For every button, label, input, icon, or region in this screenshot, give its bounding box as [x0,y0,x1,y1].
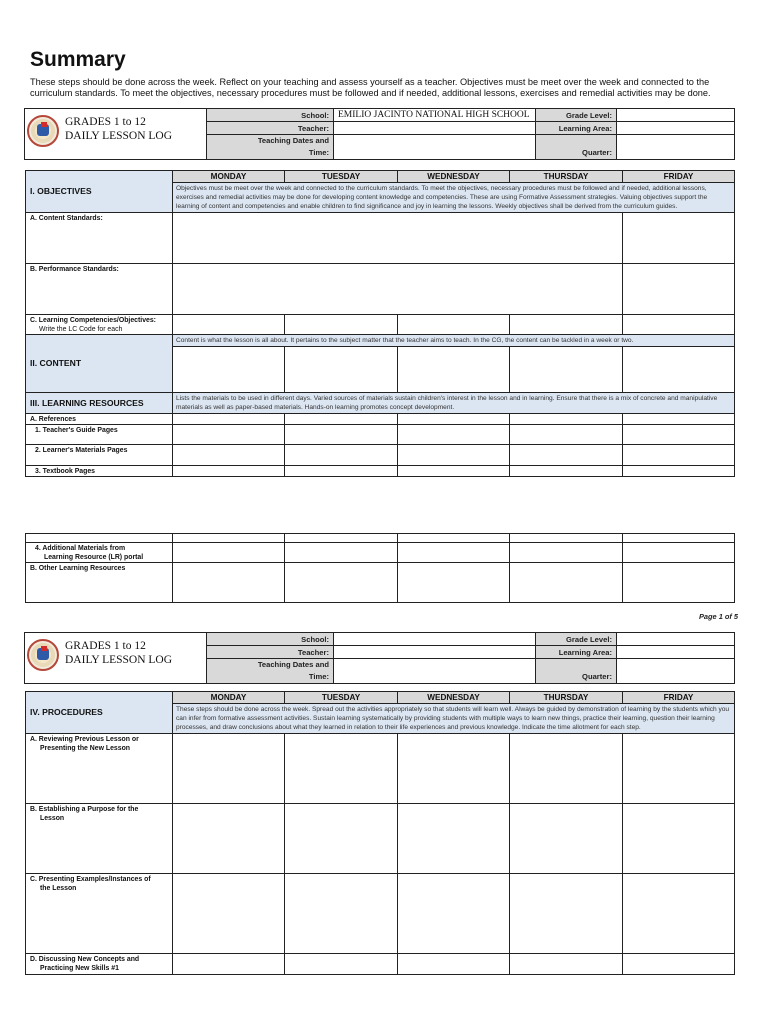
objectives-note: Objectives must be meet over the week and connected to the curriculum standards. To meet the objectives, necessary procedures must be followed and if needed, additional lessons, exercises and remedial activities may be done for developing content knowledge and competencies. These are using Formative Assessment strategies. Valuing objectives support the learning of content and competencies and enable children to find significance and joy in learning the lessons. Weekly objectives shall be derived from the curriculum guides. [173,183,735,213]
quarter-field[interactable] [617,135,734,159]
procedure-cell[interactable] [623,954,735,975]
competency-cell[interactable] [285,315,398,335]
content-heading: II. CONTENT [26,335,173,393]
header-title-line2: DAILY LESSON LOG [65,130,173,142]
header-title-line1: GRADES 1 to 12 [65,640,146,652]
resource-cell[interactable] [510,425,623,445]
learning-area-label: Learning Area: [536,122,617,135]
page-number: Page 1 of 5 [699,612,739,621]
procedure-d-label: D. Discussing New Concepts and Practicing New Skills #1 [26,954,173,975]
resources-note: Lists the materials to be used in different days. Varied sources of materials sustain children's interest in the lesson and in learning. Ensure that there is a mix of concrete and manipulative materials as well as paper-based materials. Hands-on learning promotes concept development. [173,393,735,414]
day-header: FRIDAY [623,171,735,183]
procedure-cell[interactable] [398,954,510,975]
resource-cell[interactable] [173,543,285,563]
procedure-b-label: B. Establishing a Purpose for the Lesson [26,804,173,874]
teacher-label: Teacher: [206,646,334,659]
resource-cell[interactable] [398,563,510,603]
competencies-label: C. Learning Competencies/Objectives: Write the LC Code for each [26,315,173,335]
dates-field[interactable] [334,659,536,683]
resources-continued-table [25,533,735,603]
resource-cell[interactable] [510,414,623,425]
day-header: MONDAY [173,692,285,704]
procedures-note: These steps should be done across the week. Spread out the activities appropriately so that students will learn well. Always be guided by demonstration of learning by the students which you can infer from formative assessment activities. Sustain learning systematically by providing students with multiple ways to learn new things, practice their learning, question their learning processes, and draw conclusions about what they learned in relation to their life experiences and previous knowledge. Indicate the time allotment for each step. [173,704,735,734]
resource-cell[interactable] [398,466,510,477]
resource-cell[interactable] [623,445,735,466]
procedure-cell[interactable] [285,804,398,874]
resources-heading: III. LEARNING RESOURCES [26,393,173,414]
content-cell[interactable] [623,347,735,393]
day-header: WEDNESDAY [398,692,510,704]
dates-field[interactable] [334,135,536,159]
resource-cell[interactable] [173,534,285,543]
header-title-cell [25,109,207,159]
lesson-log-header [24,632,735,684]
resource-cell[interactable] [285,425,398,445]
teacher-field[interactable] [334,646,536,659]
school-seal-icon [27,115,59,147]
resource-cell[interactable] [623,534,735,543]
content-cell[interactable] [398,347,510,393]
procedure-cell[interactable] [510,954,623,975]
quarter-field[interactable] [617,659,734,683]
header-title-cell [25,633,207,683]
procedures-heading: IV. PROCEDURES [26,692,173,734]
resource-cell[interactable] [173,563,285,603]
other-resources-label: B. Other Learning Resources [26,563,173,603]
textbook-label: 3. Textbook Pages [26,466,173,477]
day-header: MONDAY [173,171,285,183]
grade-level-field[interactable] [617,633,734,646]
learners-materials-label: 2. Learner's Materials Pages [26,445,173,466]
performance-standards-label: B. Performance Standards: [26,264,173,315]
teacher-label: Teacher: [206,122,334,135]
resource-cell[interactable] [285,466,398,477]
summary-text: These steps should be done across the week. Reflect on your teaching and assess yourself as a teacher. Objectives must be meet over the week and connected to the curriculum standards. To meet the objectives, necessary procedures must be followed and if needed, additional lessons, exercises and remedial activities may be done. [30,77,711,98]
performance-standards-field[interactable] [173,264,623,315]
resource-cell[interactable] [623,543,735,563]
learning-area-label: Learning Area: [536,646,617,659]
procedure-cell[interactable] [173,874,285,954]
procedure-cell[interactable] [510,734,623,804]
day-header: FRIDAY [623,692,735,704]
content-cell[interactable] [285,347,398,393]
procedure-cell[interactable] [398,804,510,874]
procedure-cell[interactable] [510,804,623,874]
competency-cell[interactable] [510,315,623,335]
resource-cell[interactable] [173,425,285,445]
summary-title: Summary [30,48,126,71]
resource-cell[interactable] [510,445,623,466]
school-field[interactable] [334,633,536,646]
resource-cell[interactable] [623,425,735,445]
learning-area-field[interactable] [617,122,734,135]
day-header: TUESDAY [285,171,398,183]
resource-cell[interactable] [623,466,735,477]
teachers-guide-label: 1. Teacher's Guide Pages [26,425,173,445]
resource-cell[interactable] [510,534,623,543]
content-standards-friday[interactable] [623,213,735,264]
procedure-cell[interactable] [510,874,623,954]
procedure-cell[interactable] [173,804,285,874]
references-label: A. References [26,414,173,425]
competency-cell[interactable] [173,315,285,335]
content-standards-field[interactable] [173,213,623,264]
competency-cell[interactable] [623,315,735,335]
resource-cell[interactable] [285,543,398,563]
competency-cell[interactable] [398,315,510,335]
grade-level-label: Grade Level: [536,109,617,122]
grade-level-field[interactable] [617,109,734,122]
procedures-table [25,691,735,975]
quarter-label: Quarter: [536,659,617,683]
procedure-cell[interactable] [623,734,735,804]
header-title-line2: DAILY LESSON LOG [65,654,173,666]
resource-cell[interactable] [398,425,510,445]
procedure-cell[interactable] [623,874,735,954]
resource-cell[interactable] [510,466,623,477]
procedure-cell[interactable] [173,734,285,804]
additional-materials-label: 4. Additional Materials from Learning Resource (LR) portal [26,543,173,563]
lesson-log-header [24,108,735,160]
school-label: School: [206,633,334,646]
procedure-cell[interactable] [173,954,285,975]
resource-cell[interactable] [510,543,623,563]
school-field[interactable]: EMILIO JACINTO NATIONAL HIGH SCHOOL [334,109,536,122]
content-cell[interactable] [510,347,623,393]
resource-cell[interactable] [285,445,398,466]
dates-label: Teaching Dates and Time: [206,135,334,159]
quarter-label: Quarter: [536,135,617,159]
resource-cell[interactable] [285,563,398,603]
grade-level-label: Grade Level: [536,633,617,646]
header-title-line1: GRADES 1 to 12 [65,116,146,128]
resource-cell[interactable] [398,534,510,543]
resource-cell[interactable] [398,445,510,466]
procedure-cell[interactable] [285,874,398,954]
resource-cell[interactable] [510,563,623,603]
procedure-a-label: A. Reviewing Previous Lesson or Presenting the New Lesson [26,734,173,804]
day-header: THURSDAY [510,171,623,183]
day-header: WEDNESDAY [398,171,510,183]
school-seal-icon [27,639,59,671]
objectives-heading: I. OBJECTIVES [26,171,173,213]
resource-cell[interactable] [398,414,510,425]
performance-standards-friday[interactable] [623,264,735,315]
content-note: Content is what the lesson is all about. It pertains to the subject matter that the teacher aims to teach. In the CG, the content can be tackled in a week or two. [173,335,735,347]
procedure-cell[interactable] [398,874,510,954]
learning-area-field[interactable] [617,646,734,659]
resource-cell[interactable] [173,445,285,466]
dates-label: Teaching Dates and Time: [206,659,334,683]
resource-cell[interactable] [173,414,285,425]
procedure-cell[interactable] [285,734,398,804]
teacher-field[interactable] [334,122,536,135]
school-label: School: [206,109,334,122]
resource-cell[interactable] [173,466,285,477]
resource-cell[interactable] [623,563,735,603]
day-header: THURSDAY [510,692,623,704]
resource-cell[interactable] [285,414,398,425]
content-cell[interactable] [173,347,285,393]
resource-cell[interactable] [623,414,735,425]
resource-cell[interactable] [398,543,510,563]
procedure-cell[interactable] [623,804,735,874]
procedure-c-label: C. Presenting Examples/Instances of the Lesson [26,874,173,954]
procedure-cell[interactable] [285,954,398,975]
objectives-table [25,170,735,477]
procedure-cell[interactable] [398,734,510,804]
day-header: TUESDAY [285,692,398,704]
content-standards-label: A. Content Standards: [26,213,173,264]
resource-cell[interactable] [285,534,398,543]
